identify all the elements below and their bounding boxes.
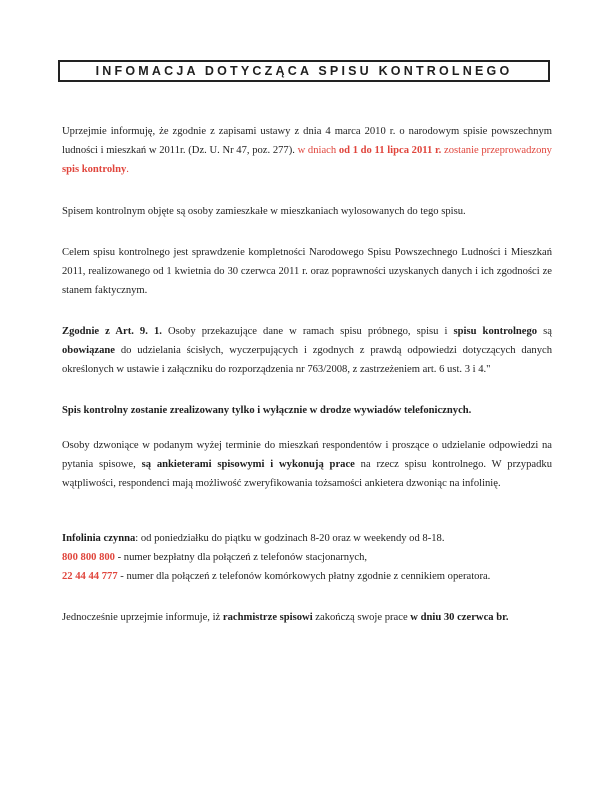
hotline-hours: Infolinia czynna: od poniedziałku do piątku w godzinach 8-20 oraz w weekendy od 8-18. bbox=[62, 533, 445, 544]
intro-text: Uprzejmie informuję, że zgodnie z zapisami ustawy z dnia 4 marca 2010 r. o narodowym spisie powszechnym ludności i mieszkań w 2011r. (Dz. U. Nr 47, poz. 277). bbox=[62, 126, 552, 156]
intro-dates: od 1 do 11 lipca 2011 r. bbox=[338, 145, 442, 156]
intro-dates-prefix: w dniach bbox=[294, 145, 339, 156]
paragraph-closing: Jednocześnie uprzejmie informuje, iż rachmistrze spisowi zakończą swoje prace w dniu 30 czerwca br. bbox=[62, 612, 509, 623]
paragraph-intro bbox=[62, 122, 552, 179]
paragraph-scope: Spisem kontrolnym objęte są osoby zamieszkałe w mieszkaniach wylosowanych do tego spisu. bbox=[62, 206, 466, 217]
legal-article: Zgodnie z Art. 9. 1. bbox=[62, 326, 162, 337]
intro-conducted: zostanie przeprowadzony bbox=[441, 145, 552, 156]
intro-spis-kontrolny: spis kontrolny bbox=[62, 164, 127, 175]
document-title: INFOMACJA DOTYCZĄCA SPISU KONTROLNEGO bbox=[58, 60, 550, 82]
phone-landline: 800 800 800 bbox=[62, 552, 115, 563]
paragraph-interviewers: Osoby dzwoniące w podanym wyżej terminie do mieszkań respondentów i proszące o udzielanie odpowiedzi na pytania spisowe, są ankieterami spisowymi i wykonują prace na rzecz spisu kontrolnego. W przypadku wątpliwości, respondenci mają możliwość zweryfikowania tożsamości ankietera dzwoniąc na infolinię. bbox=[62, 440, 552, 489]
hotline-mobile: 22 44 44 777 - numer dla połączeń z telefonów komórkowych płatny zgodnie z cennikiem operatora. bbox=[62, 571, 491, 582]
paragraph-method: Spis kontrolny zostanie zrealizowany tylko i wyłącznie w drodze wywiadów telefonicznych. bbox=[62, 405, 472, 416]
hotline-landline: 800 800 800 - numer bezpłatny dla połączeń z telefonów stacjonarnych, bbox=[62, 552, 368, 563]
phone-mobile: 22 44 44 777 bbox=[62, 571, 118, 582]
intro-period: . bbox=[126, 164, 129, 175]
hotline-block bbox=[62, 529, 552, 586]
paragraph-purpose: Celem spisu kontrolnego jest sprawdzenie kompletności Narodowego Spisu Powszechnego Ludności i Mieszkań 2011, realizowanego od 1 kwietnia do 30 czerwca 2011 r. oraz poprawności uzyskanych danych i ich zgodności ze stanem faktycznym. bbox=[62, 247, 552, 296]
paragraph-legal: Zgodnie z Art. 9. 1. Osoby przekazujące dane w ramach spisu próbnego, spisu i spisu kontrolnego są obowiązane do udzielania ścisłych, wyczerpujących i zgodnych z prawdą odpowiedzi dotyczących danych określonych w ustawie i załączniku do rozporządzenia nr 763/2008, z zastrzeżeniem art. 6 ust. 3 i 4." bbox=[62, 326, 553, 375]
